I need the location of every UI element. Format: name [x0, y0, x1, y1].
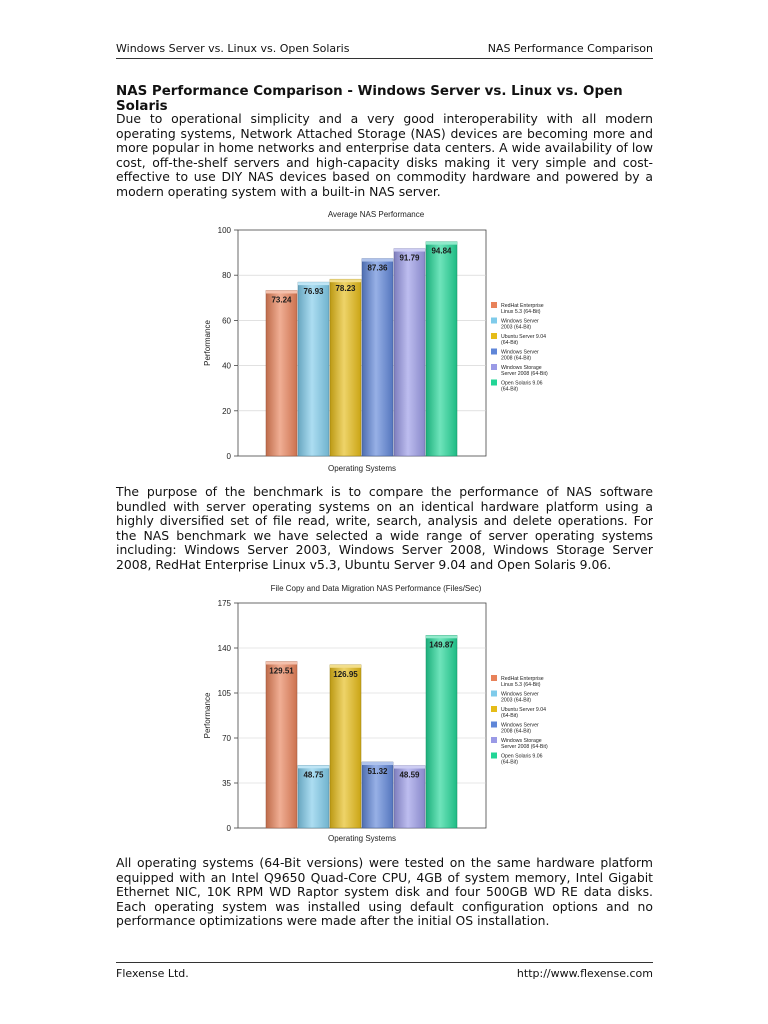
legend-swatch-5 [491, 364, 497, 370]
bar-3 [330, 279, 361, 456]
data-label-3: 126.95 [333, 669, 358, 679]
data-label-6: 94.84 [431, 246, 452, 256]
legend-label-6-line1: Open Solaris 9.06 [501, 380, 543, 387]
bar-top-3 [330, 665, 361, 668]
legend-label-1-line1: RedHat Enterprise [501, 676, 544, 682]
data-label-4: 87.36 [367, 263, 388, 273]
legend-label-6-line2: (64-Bit) [501, 386, 519, 393]
data-label-2: 48.75 [303, 770, 324, 780]
bar-3 [330, 665, 361, 828]
data-label-2: 76.93 [303, 287, 324, 297]
y-tick-label: 0 [226, 452, 231, 461]
y-tick-label: 35 [222, 779, 231, 788]
bar-5 [394, 249, 425, 456]
y-tick-label: 60 [222, 316, 231, 326]
y-tick-label: 20 [222, 406, 231, 416]
file-copy-performance-chart [196, 580, 572, 846]
legend-swatch-6 [491, 753, 497, 759]
legend-label-4-line1: Windows Server [501, 349, 539, 356]
y-tick-label: 100 [217, 226, 231, 235]
legend-label-5-line2: Server 2008 (64-Bit) [501, 371, 548, 377]
intro-paragraph: Due to operational simplicity and a very good interoperability with all modern operating systems, Network Attached Storage (NAS) devices are becoming more and more popular in home networks and enterprise data centers. A wide availability of low cost, off-the-shelf servers and high-capacity disks making it very simple and cost-effective to use DIY NAS devices based on commodity hardware and powered by a modern operating system with a built-in NAS server. [116, 111, 653, 199]
legend-label-3-line2: (64-Bit) [501, 340, 519, 346]
bar-top-5 [394, 766, 425, 769]
header-right-text: NAS Performance Comparison [487, 42, 653, 55]
legend-label-2-line2: 2003 (64-Bit) [501, 697, 531, 704]
bar-top-4 [362, 762, 393, 765]
legend-label-1-line2: Linux 5.3 (64-Bit) [501, 309, 541, 315]
legend-label-2-line1: Windows Server [501, 691, 539, 698]
page-footer [116, 967, 653, 980]
legend-swatch-2 [491, 318, 497, 324]
hardware-paragraph: All operating systems (64-Bit versions) were tested on the same hardware platform equipped with an Intel Q9650 Quad-Core CPU, 4GB of system memory, Intel Gigabit Ethernet NIC, 10K RPM WD Raptor system disk and four 500GB WD RE data disks. Each operating system was installed using default configuration options and no performance optimizations were made after the initial OS installation. [116, 855, 653, 929]
legend-swatch-3 [491, 706, 497, 712]
bar-top-1 [266, 661, 297, 664]
chart-title: Average NAS Performance [327, 210, 425, 219]
legend-label-5-line1: Windows Storage [501, 738, 542, 744]
bar-1 [266, 661, 297, 828]
bar-top-5 [394, 249, 425, 252]
legend-swatch-2 [491, 691, 497, 697]
header-divider [116, 58, 653, 59]
legend-label-1-line1: RedHat Enterprise [501, 303, 544, 309]
legend-label-3-line2: (64-Bit) [501, 713, 519, 719]
legend-label-6-line1: Open Solaris 9.06 [501, 753, 543, 760]
legend-label-6-line2: (64-Bit) [501, 759, 519, 766]
bar-2 [298, 282, 329, 456]
legend-label-2-line2: 2003 (64-Bit) [501, 324, 531, 331]
bar-top-1 [266, 290, 297, 293]
legend-label-4-line2: 2008 (64-Bit) [501, 355, 531, 362]
data-label-5: 48.59 [399, 770, 420, 780]
legend-swatch-4 [491, 349, 497, 355]
legend-label-2-line1: Windows Server [501, 318, 539, 325]
data-label-4: 51.32 [367, 767, 388, 777]
x-axis-label: Operating Systems [327, 464, 397, 473]
y-tick-label: 140 [217, 644, 231, 653]
y-tick-label: 105 [217, 689, 231, 698]
legend-label-1-line2: Linux 5.3 (64-Bit) [501, 682, 541, 688]
legend-swatch-6 [491, 380, 497, 386]
y-axis-label: Performance [203, 320, 212, 366]
bar-top-6 [426, 242, 457, 245]
bar-top-2 [298, 282, 329, 285]
bar-top-2 [298, 765, 329, 768]
data-label-5: 91.79 [399, 253, 420, 263]
bar-6 [426, 635, 457, 828]
bar-top-6 [426, 635, 457, 638]
bar-1 [266, 290, 297, 456]
legend-label-5-line1: Windows Storage [501, 365, 542, 371]
legend-swatch-1 [491, 675, 497, 681]
y-tick-label: 80 [222, 271, 231, 281]
legend-label-4-line2: 2008 (64-Bit) [501, 728, 531, 735]
bar-6 [426, 242, 457, 456]
y-tick-label: 175 [217, 599, 231, 608]
bar-top-3 [330, 279, 361, 282]
legend-label-3-line1: Ubuntu Server 9.04 [501, 334, 546, 340]
bar-4 [362, 259, 393, 456]
data-label-1: 129.51 [269, 666, 294, 676]
data-label-6: 149.87 [429, 640, 454, 650]
y-tick-label: 40 [222, 361, 231, 371]
footer-divider [116, 962, 653, 963]
y-tick-label: 0 [226, 824, 231, 833]
footer-company: Flexense Ltd. [116, 967, 189, 980]
legend-label-4-line1: Windows Server [501, 722, 539, 729]
legend-swatch-1 [491, 302, 497, 308]
legend-swatch-4 [491, 722, 497, 728]
legend-label-3-line1: Ubuntu Server 9.04 [501, 707, 546, 713]
chart-title: File Copy and Data Migration NAS Performance (Files/Sec) [270, 584, 482, 593]
footer-url[interactable]: http://www.flexense.com [516, 967, 653, 980]
x-axis-label: Operating Systems [327, 834, 397, 843]
data-label-3: 78.23 [335, 284, 356, 294]
data-label-1: 73.24 [271, 295, 292, 305]
header-left-text: Windows Server vs. Linux vs. Open Solaris [116, 42, 350, 55]
legend-swatch-3 [491, 333, 497, 339]
purpose-paragraph: The purpose of the benchmark is to compare the performance of NAS software bundled with server operating systems on an identical hardware platform using a highly diversified set of file read, write, search, analysis and delete operations. For the NAS benchmark we have selected a wide range of server operating systems including: Windows Server 2003, Windows Server 2008, Windows Storage Server 2008, RedHat Enterprise Linux v5.3, Ubuntu Server 9.04 and Open Solaris 9.06. [116, 484, 653, 572]
page-header [116, 42, 653, 55]
average-nas-performance-chart [196, 203, 572, 479]
legend-label-5-line2: Server 2008 (64-Bit) [501, 744, 548, 750]
page-title: NAS Performance Comparison - Windows Server vs. Linux vs. Open Solaris [116, 84, 623, 114]
bar-top-4 [362, 259, 393, 262]
legend-swatch-5 [491, 737, 497, 743]
y-axis-label: Performance [203, 692, 212, 739]
y-tick-label: 70 [222, 734, 231, 743]
